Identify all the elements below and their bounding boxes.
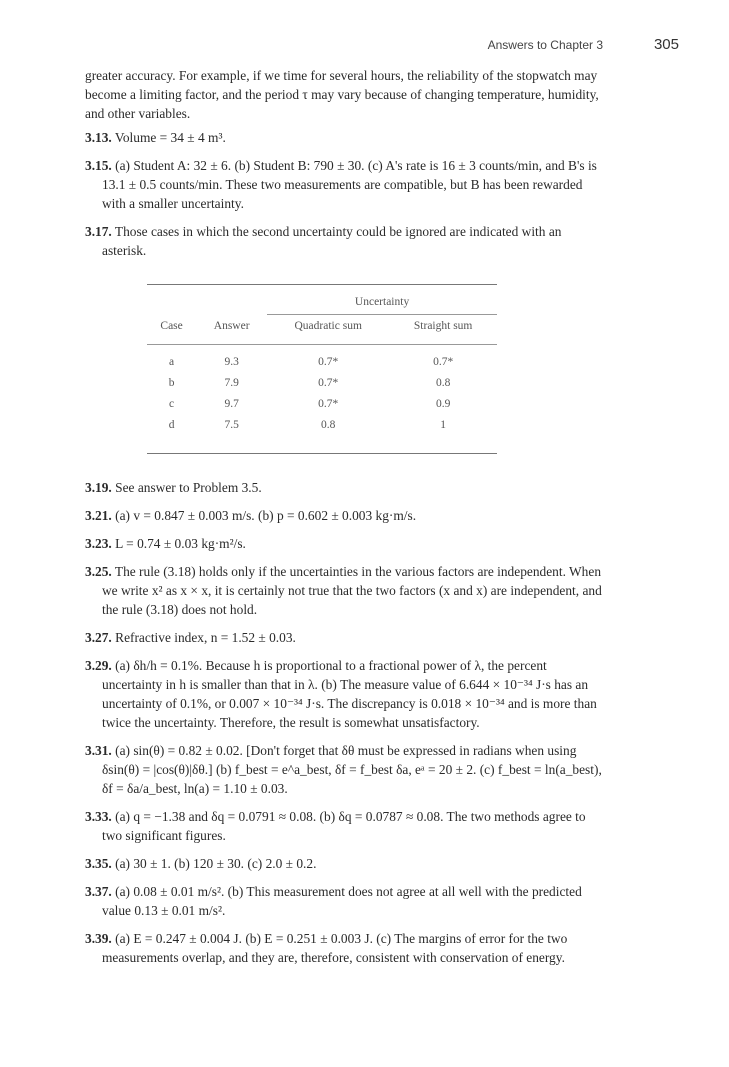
table-cell: 9.7 xyxy=(224,398,239,410)
answer-number: 3.15. xyxy=(85,158,112,173)
answer-number: 3.25. xyxy=(85,564,112,579)
answer-text: Those cases in which the second uncertainty could be ignored are indicated with an asterisk. xyxy=(102,224,562,258)
answer-text: (a) δh/h = 0.1%. Because h is proportional to a fractional power of λ, the percent uncertainty in h is smaller than that in λ. (b) The measure value of 6.644 × 10⁻³⁴ J·s has an uncertainty of 0.1%, or 0.007 × 10⁻³⁴ J·s. The discrepancy is 0.018 × 10⁻³⁴ and is more than twice the uncertainty. Therefore, the result is somewhat unsatisfactory. xyxy=(102,658,597,730)
answer-number: 3.27. xyxy=(85,630,112,645)
answer-3-21 xyxy=(85,506,605,525)
table-cell: 9.3 xyxy=(224,356,239,368)
answers-body xyxy=(85,66,605,976)
table-header-quadratic: Quadratic sum xyxy=(267,315,389,345)
answer-text: (a) 0.08 ± 0.01 m/s². (b) This measurement does not agree at all well with the predicted value 0.13 ± 0.01 m/s². xyxy=(102,884,582,918)
answer-number: 3.23. xyxy=(85,536,112,551)
table-cell: 0.7* xyxy=(318,377,339,389)
answer-text: (a) 30 ± 1. (b) 120 ± 30. (c) 2.0 ± 0.2. xyxy=(115,856,317,871)
answer-text: (a) sin(θ) = 0.82 ± 0.02. [Don't forget that δθ must be expressed in radians when using δsin(θ) = |cos(θ)|δθ.] (b) f_best = e^a_best, δf = f_best δa, eᵃ = 20 ± 2. (c) f_best = ln(a_best), δf = δa/a_best, ln(a) = 1.10 ± 0.03. xyxy=(102,743,602,796)
answer-text: See answer to Problem 3.5. xyxy=(115,480,262,495)
uncertainty-table xyxy=(147,284,497,454)
answer-text: The rule (3.18) holds only if the uncertainties in the various factors are independent. When we write x² as x × x, it is certainly not true that the two factors (x and x) are independent, and the rule (3.18) does not hold. xyxy=(102,564,602,617)
table-cell: 0.8 xyxy=(321,419,336,431)
answer-3-29 xyxy=(85,656,605,732)
answer-number: 3.33. xyxy=(85,809,112,824)
table-row xyxy=(147,373,497,394)
table-cell: 0.7* xyxy=(433,356,454,368)
answer-number: 3.39. xyxy=(85,931,112,946)
table-cell: 1 xyxy=(440,419,447,431)
answer-number: 3.21. xyxy=(85,508,112,523)
table-cell: 7.5 xyxy=(224,419,239,431)
answer-number: 3.17. xyxy=(85,224,112,239)
page-number: 305 xyxy=(653,36,679,53)
answer-3-39 xyxy=(85,929,605,967)
answer-number: 3.31. xyxy=(85,743,112,758)
table-row xyxy=(147,415,497,454)
answer-3-31 xyxy=(85,741,605,798)
answer-number: 3.13. xyxy=(85,130,112,145)
intro-paragraph: greater accuracy. For example, if we time for several hours, the reliability of the stopwatch may become a limiting factor, and the period τ may vary because of changing temperature, humidity, and other variables. xyxy=(85,68,599,121)
answer-3-23 xyxy=(85,534,605,553)
table-row xyxy=(147,345,497,374)
table-cell: b xyxy=(168,377,175,389)
table-cell: c xyxy=(169,398,175,410)
answer-3-17 xyxy=(85,222,605,260)
answer-3-15 xyxy=(85,156,605,213)
table-header-straight: Straight sum xyxy=(389,315,497,345)
answer-3-19 xyxy=(85,478,605,497)
table-cell: 0.9 xyxy=(435,398,451,410)
table-header-case: Case xyxy=(147,315,196,345)
table-cell: d xyxy=(168,419,175,431)
table-row xyxy=(147,394,497,415)
page-header xyxy=(0,36,729,56)
answer-text: L = 0.74 ± 0.03 kg·m²/s. xyxy=(115,536,246,551)
table-cell: a xyxy=(169,356,175,368)
answer-number: 3.19. xyxy=(85,480,112,495)
table-cell: 0.7* xyxy=(318,398,339,410)
table-cell: 0.8 xyxy=(435,377,451,389)
answer-3-25 xyxy=(85,562,605,619)
answer-number: 3.35. xyxy=(85,856,112,871)
answer-3-35 xyxy=(85,854,605,873)
answer-text: (a) q = −1.38 and δq = 0.0791 ≈ 0.08. (b) δq = 0.0787 ≈ 0.08. The two methods agree to two significant figures. xyxy=(102,809,586,843)
answer-3-13 xyxy=(85,128,605,147)
answer-text: Volume = 34 ± 4 m³. xyxy=(114,130,226,145)
running-head: Answers to Chapter 3 xyxy=(487,38,603,52)
answer-text: (a) E = 0.247 ± 0.004 J. (b) E = 0.251 ± 0.003 J. (c) The margins of error for the two measurements overlap, and they are, therefore, consistent with conservation of energy. xyxy=(102,931,568,965)
table-group-header: Uncertainty xyxy=(267,285,497,315)
answer-text: (a) v = 0.847 ± 0.003 m/s. (b) p = 0.602 ± 0.003 kg·m/s. xyxy=(115,508,417,523)
answer-3-37 xyxy=(85,882,605,920)
answer-text: Refractive index, n = 1.52 ± 0.03. xyxy=(115,630,296,645)
table-header-answer: Answer xyxy=(196,315,267,345)
answer-text: (a) Student A: 32 ± 6. (b) Student B: 790 ± 30. (c) A's rate is 16 ± 3 counts/min, and B's is 13.1 ± 0.5 counts/min. These two measurements are compatible, but B has been rewarded with a smaller uncertainty. xyxy=(102,158,597,211)
answer-number: 3.29. xyxy=(85,658,112,673)
table-cell: 0.7* xyxy=(318,356,339,368)
answer-3-33 xyxy=(85,807,605,845)
answer-3-27 xyxy=(85,628,605,647)
answer-number: 3.37. xyxy=(85,884,112,899)
table-cell: 7.9 xyxy=(224,377,239,389)
